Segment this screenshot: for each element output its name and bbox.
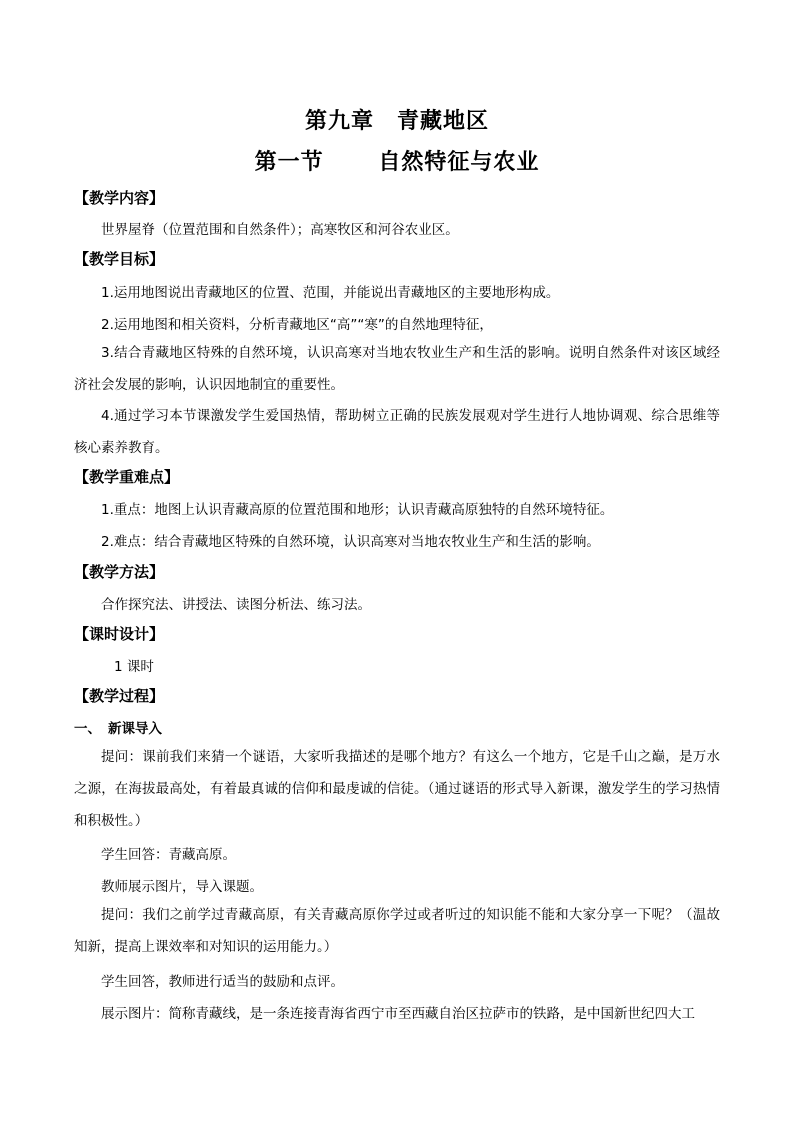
paragraph-show-image-2: 展示图片：简称青藏线，是一条连接青海省西宁市至西藏自治区拉萨市的铁路，是中国新世纪四大工: [101, 1006, 695, 1022]
paragraph-answer-1: 学生回答：青藏高原。: [101, 847, 236, 863]
paragraph-question-2: 提问：我们之前学过青藏高原，有关青藏高原你学过或者听过的知识能不能和大家分享一下呢？（温故知新，提高上课效率和对知识的运用能力。）: [74, 907, 720, 955]
methods-text: 合作探究法、讲授法、读图分析法、练习法。: [101, 597, 371, 613]
paragraph-answer-2: 学生回答，教师进行适当的鼓励和点评。: [101, 974, 344, 990]
heading-teaching-goals: 【教学目标】: [74, 250, 165, 268]
heading-lesson-hours: 【课时设计】: [74, 625, 165, 643]
step-number: 一、: [74, 721, 101, 737]
heading-teaching-content: 【教学内容】: [74, 189, 165, 207]
goal-item-4: 4.通过学习本节课激发学生爱国热情，帮助树立正确的民族发展观对学生进行人地协调观、综合思维等核心素养教育。: [74, 408, 720, 456]
goal-item-3: 3.结合青藏地区特殊的自然环境，认识高寒对当地农牧业生产和生活的影响。说明自然条件对该区域经济社会发展的影响，认识因地制宜的重要性。: [74, 345, 720, 393]
paragraph-show-image-1: 教师展示图片，导入课题。: [101, 879, 263, 895]
chapter-title: 第九章 青藏地区: [304, 109, 489, 134]
lesson-hours-text: 1 课时: [114, 659, 154, 675]
paragraph-question-1: 提问：课前我们来猜一个谜语，大家听我描述的是哪个地方？有这么一个地方，它是千山之巅，是万水之源，在海拔最高处，有着最真诚的信仰和最虔诚的信徒。（通过谜语的形式导入新课，激发学生的学习热情和积极性。）: [74, 749, 720, 829]
content-text: 世界屋脊（位置范围和自然条件）；高寒牧区和河谷农业区。: [101, 222, 459, 238]
key-point-1: 1.重点：地图上认识青藏高原的位置范围和地形；认识青藏高原独特的自然环境特征。: [101, 502, 614, 518]
heading-key-difficult-points: 【教学重难点】: [74, 468, 180, 486]
goal-item-2: 2.运用地图和相关资料，分析青藏地区“高”“寒”的自然地理特征，: [101, 317, 493, 333]
heading-teaching-process: 【教学过程】: [74, 687, 165, 705]
section-title: 第一节 自然特征与农业: [254, 150, 540, 175]
step-label: 新课导入: [108, 721, 162, 737]
key-point-2: 2.难点：结合青藏地区特殊的自然环境，认识高寒对当地农牧业生产和生活的影响。: [101, 534, 600, 550]
heading-teaching-methods: 【教学方法】: [74, 563, 165, 581]
goal-item-1: 1.运用地图说出青藏地区的位置、范围，并能说出青藏地区的主要地形构成。: [101, 285, 560, 301]
